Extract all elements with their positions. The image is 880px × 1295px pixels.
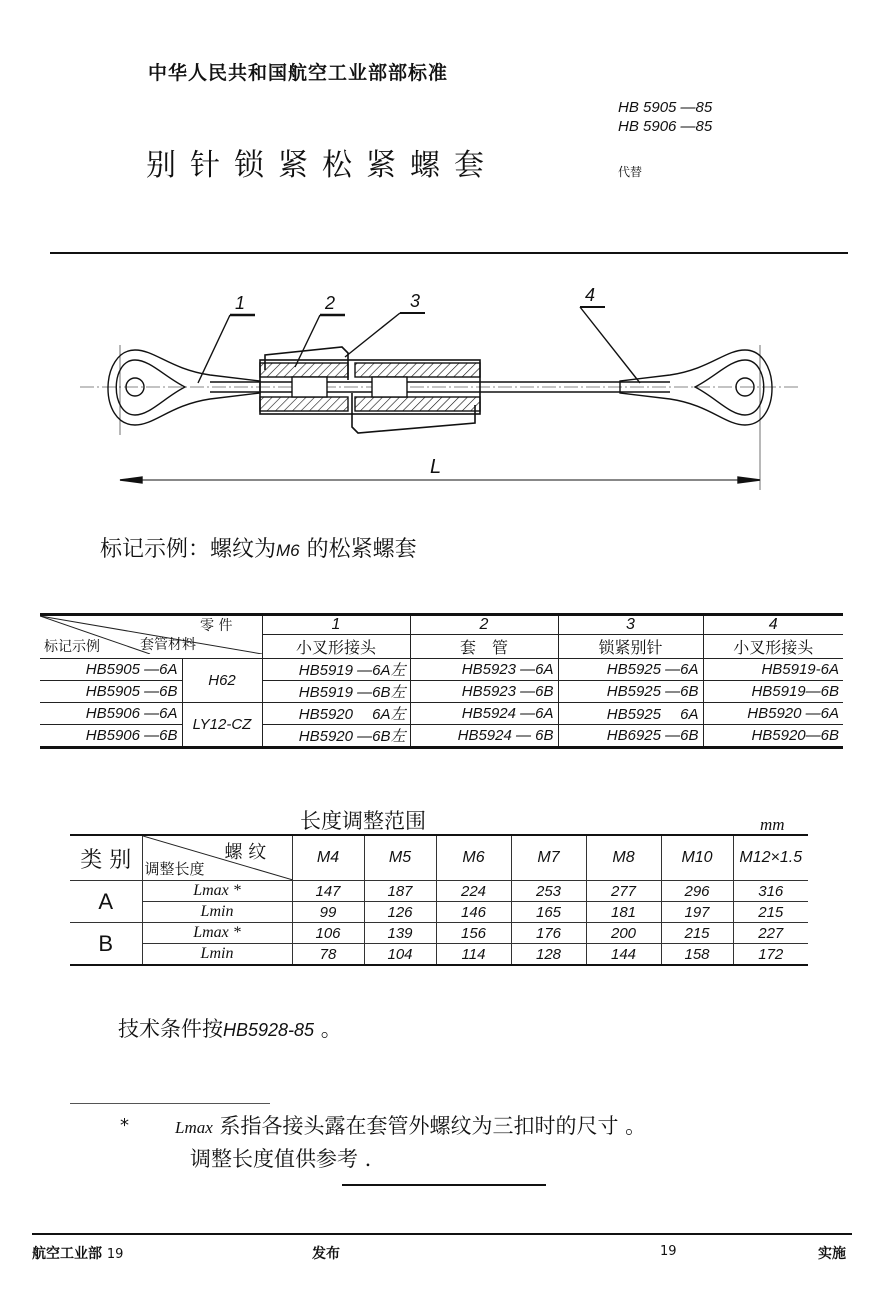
thread-header: M4 — [292, 835, 364, 881]
standard-code: HB 5906 —85 — [618, 118, 713, 135]
footer-effective-year: 19 — [660, 1244, 677, 1259]
table-row: HB5906 —6A LY12-CZ HB5920 6A左 HB5924 —6A HB5925 6A HB5920 —6A — [40, 703, 843, 725]
table-row: HB5905 —6A H62 HB5919 —6A左 HB5923 —6A HB5925 —6A HB5919-6A — [40, 659, 843, 681]
col-name: 锁紧别针 — [558, 635, 703, 659]
end-rule — [342, 1184, 546, 1186]
footer-issue-label: 发布 — [312, 1246, 340, 1262]
col-no: 2 — [410, 615, 558, 635]
footnote-rule — [70, 1103, 270, 1104]
table-row: A Lmax * 147 187 224 253 277 296 316 — [70, 881, 808, 902]
turnbuckle-drawing — [80, 275, 800, 505]
footnote-line-2: 调整长度值供参考 . — [190, 1147, 372, 1171]
col-no: 4 — [703, 615, 843, 635]
adjustment-range-table — [70, 834, 808, 966]
table-row: HB5905 —6B HB5919 —6B左 HB5923 —6B HB5925 —6B HB5919—6B — [40, 681, 843, 703]
document-title: 别针锁紧松紧螺套 — [146, 148, 498, 183]
footnote-marker: * — [120, 1115, 129, 1136]
thread-header: M10 — [661, 835, 733, 881]
col-name: 小叉形接头 — [703, 635, 843, 659]
col-name: 套 管 — [410, 635, 558, 659]
sleeve-material: H62 — [182, 659, 262, 703]
footer-rule — [32, 1233, 852, 1235]
header-rule — [50, 252, 848, 254]
sleeve-material: LY12-CZ — [182, 703, 262, 748]
col-no: 1 — [262, 615, 410, 635]
category-header: 类 别 — [70, 835, 142, 881]
category-cell: A — [70, 881, 142, 923]
marking-example: 标记示例：螺纹为M6 的松紧螺套 — [100, 537, 417, 562]
table-row: HB5906 —6B HB5920 —6B左 HB5924 — 6B HB6925 —6B HB5920—6B — [40, 725, 843, 748]
table-row: Lmin 99 126 146 165 181 197 215 — [70, 902, 808, 923]
col-name: 小叉形接头 — [262, 635, 410, 659]
issuing-organization: 中华人民共和国航空工业部部标准 — [148, 62, 449, 84]
thread-header: M12×1.5 — [733, 835, 808, 881]
svg-text:1: 1 — [235, 293, 246, 313]
thread-header: M7 — [511, 835, 586, 881]
replaces-label: 代替 — [618, 165, 643, 179]
footer-effective-label: 实施 — [818, 1246, 846, 1262]
category-cell: B — [70, 923, 142, 966]
parts-table — [40, 613, 843, 749]
thread-header: M5 — [364, 835, 436, 881]
svg-text:2: 2 — [325, 293, 336, 313]
range-table-title: 长度调整范围 — [300, 809, 426, 833]
range-table-corner: 螺 纹 调整长度 — [142, 835, 292, 881]
thread-header: M8 — [586, 835, 661, 881]
standard-code: HB 5905 —85 — [618, 99, 713, 116]
col-no: 3 — [558, 615, 703, 635]
thread-header: M6 — [436, 835, 511, 881]
technical-conditions: 技术条件按HB5928-85 。 — [118, 1017, 342, 1041]
table-row: Lmin 78 104 114 128 144 158 172 — [70, 944, 808, 966]
svg-text:3: 3 — [410, 291, 421, 311]
parts-table-corner: 零 件 套管材料 标记示例 — [40, 615, 262, 659]
svg-text:L: L — [430, 456, 442, 478]
standard-codes — [618, 98, 712, 136]
table-row: B Lmax * 106 139 156 176 200 215 227 — [70, 923, 808, 944]
svg-text:4: 4 — [585, 285, 596, 305]
unit-label: mm — [760, 815, 785, 834]
footer-issuer: 航空工业部 19 — [32, 1246, 124, 1262]
footnote-line-1: Lmax 系指各接头露在套管外螺纹为三扣时的尺寸 。 — [175, 1114, 647, 1138]
